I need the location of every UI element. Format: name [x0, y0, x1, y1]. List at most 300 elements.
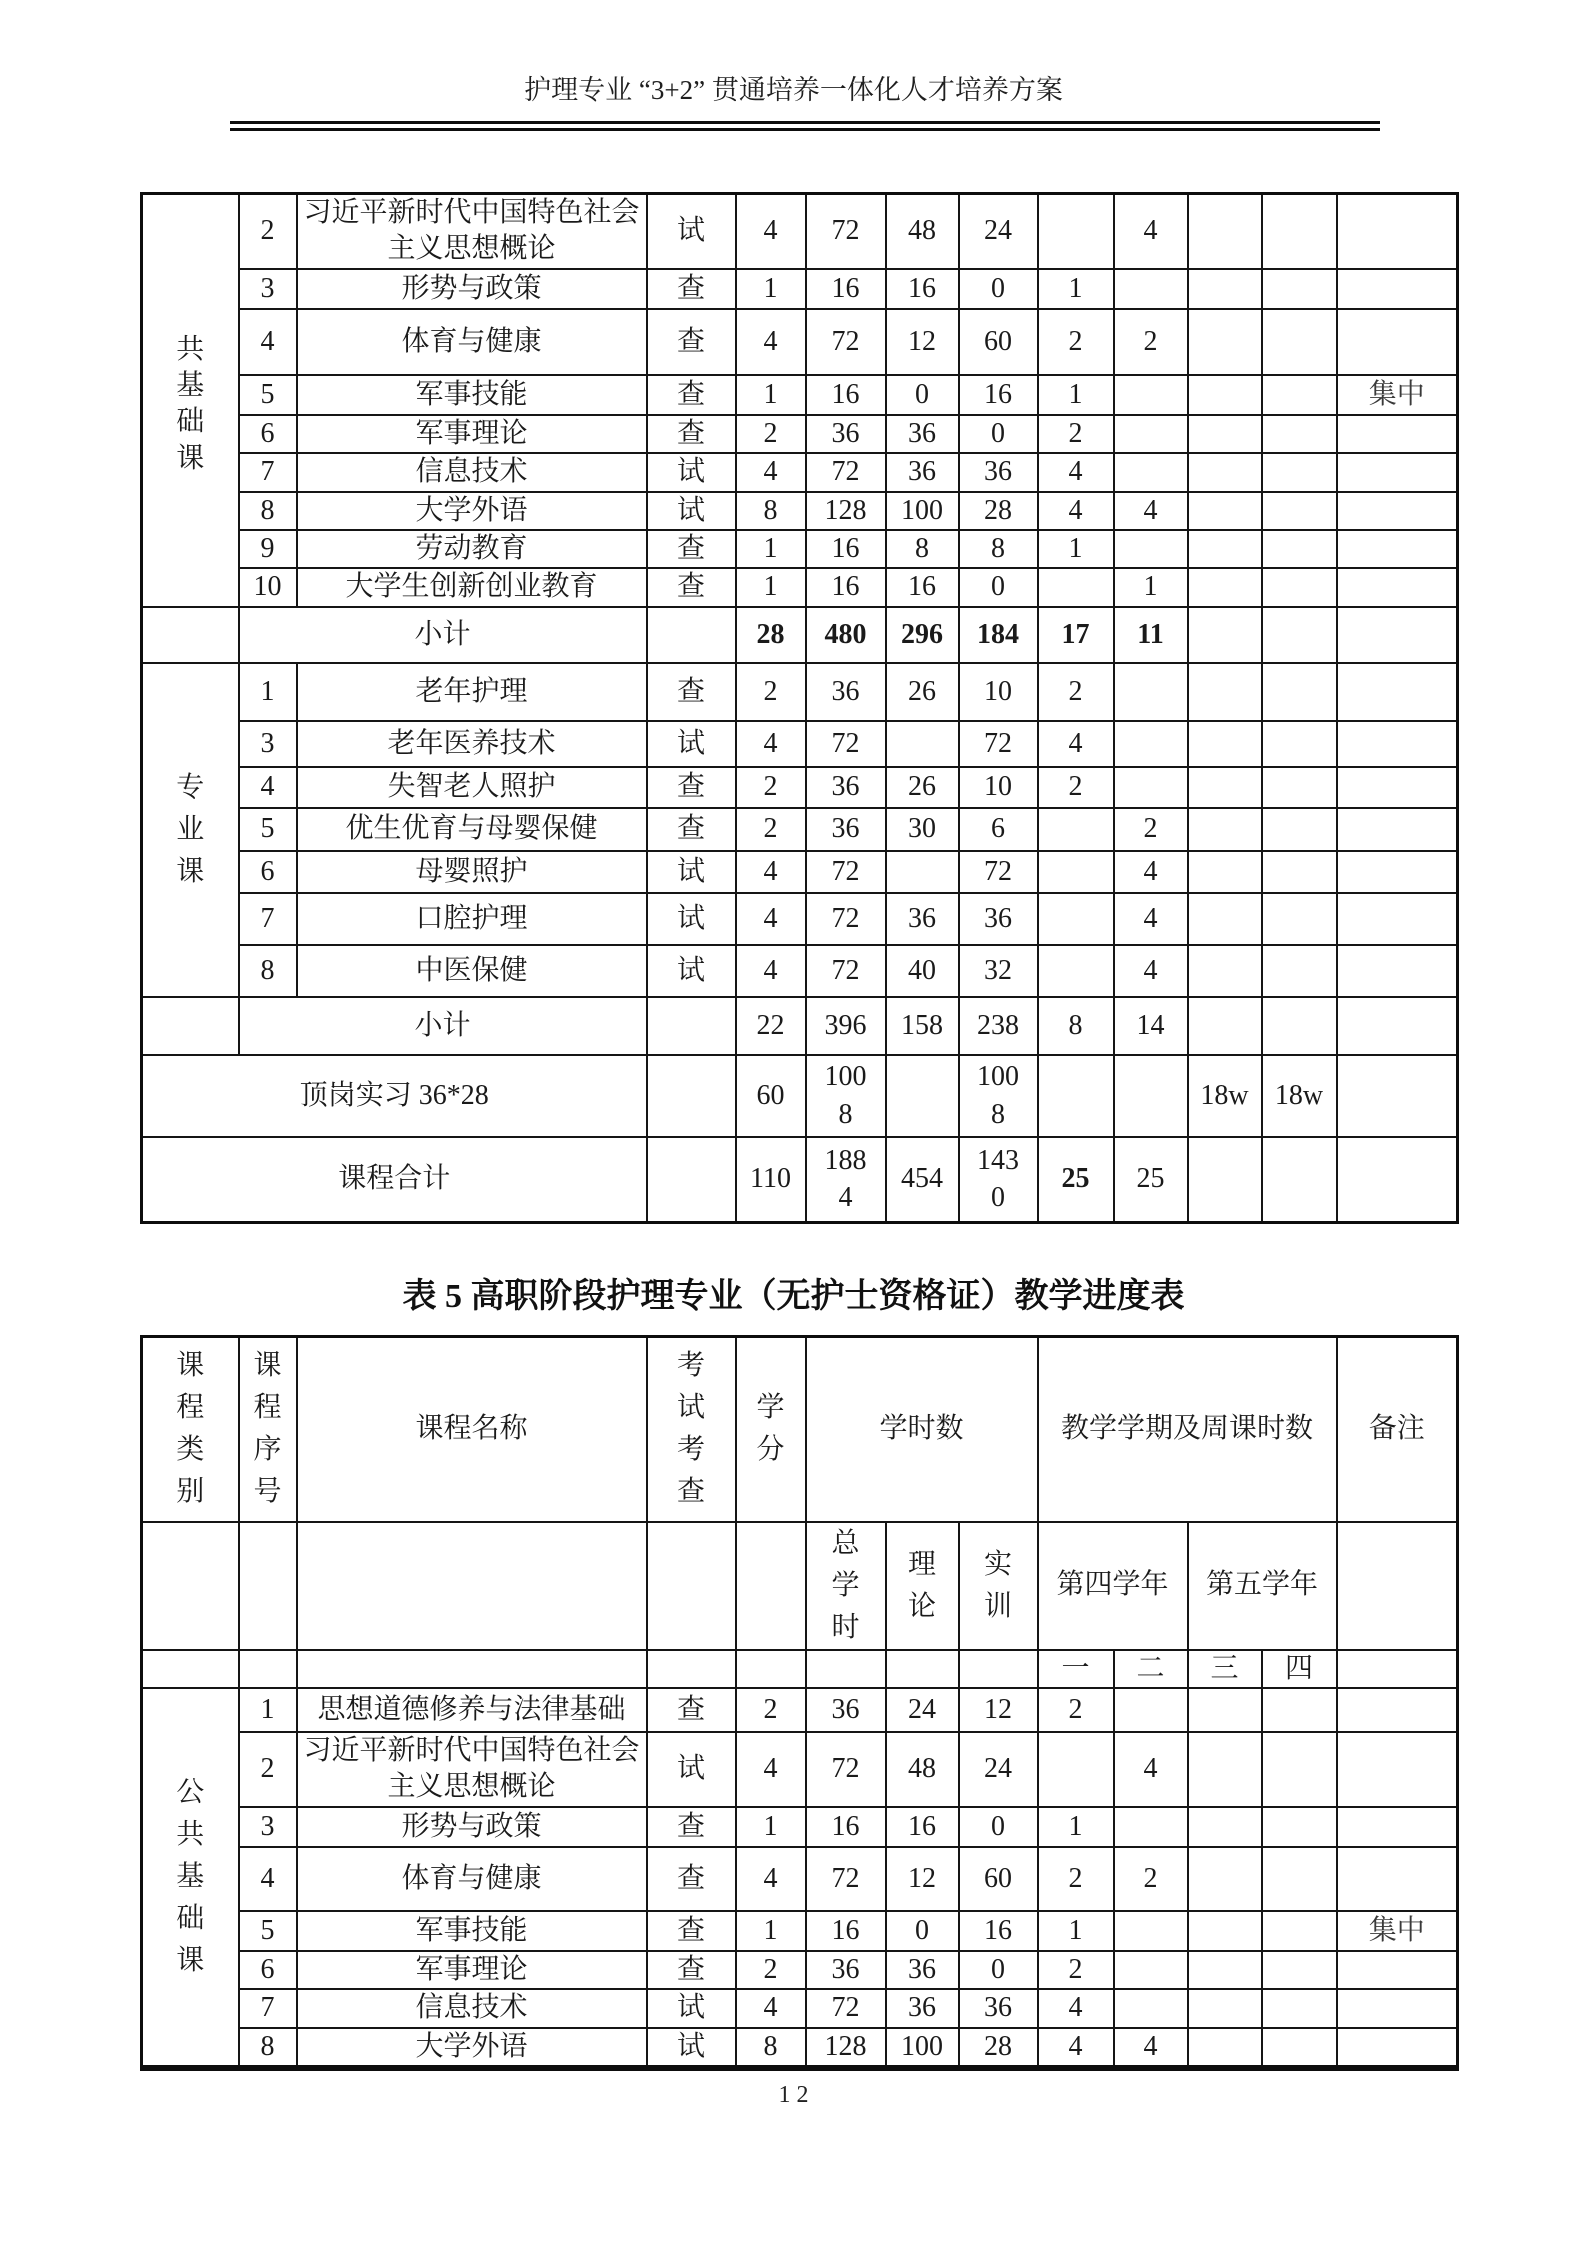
table-cell: 1: [1038, 530, 1114, 568]
table-cell: [1114, 1989, 1188, 2027]
table-cell: [1262, 375, 1337, 415]
course-name: 信息技术: [297, 453, 647, 491]
table-cell: 试: [647, 945, 736, 997]
table-cell: [1188, 1989, 1262, 2027]
table-cell: [647, 607, 736, 663]
table-row: [142, 375, 1458, 415]
table-cell: [297, 1650, 647, 1688]
table-cell: 30: [886, 808, 959, 851]
table-cell: 28: [736, 607, 806, 663]
table-cell: 72: [806, 1847, 886, 1911]
table-cell: [1038, 893, 1114, 945]
table-cell: [1188, 808, 1262, 851]
col-header-class-hours: 学时数: [806, 1337, 1038, 1522]
table-cell: [1188, 194, 1262, 269]
table-row: [142, 2028, 1458, 2068]
table-cell: [1337, 1055, 1458, 1137]
table-row: [142, 1951, 1458, 1989]
table-cell: [1337, 1688, 1458, 1732]
table-cell: 查: [647, 1951, 736, 1989]
table-cell: 16: [806, 1911, 886, 1951]
senior-stage-schedule-table: [140, 1335, 1459, 2071]
table-cell: 8: [1038, 997, 1114, 1055]
table-cell: [1114, 453, 1188, 491]
table-cell: [647, 997, 736, 1055]
table-cell: [1114, 1688, 1188, 1732]
table-cell: [1188, 607, 1262, 663]
col-header-year-four: 第四学年: [1038, 1522, 1188, 1650]
page-header-title: 护理专业 “3+2” 贯通培养一体化人才培养方案: [524, 75, 1063, 105]
table-cell: 2: [239, 194, 297, 269]
table-cell: 查: [647, 1688, 736, 1732]
table-cell: 128: [806, 492, 886, 530]
table-cell: [1262, 945, 1337, 997]
table-cell: 1: [1038, 1807, 1114, 1847]
page-number: 1 2: [778, 2082, 809, 2108]
table-cell: 1: [239, 663, 297, 721]
table-cell: 36: [806, 1951, 886, 1989]
table-cell: [1188, 415, 1262, 453]
table-row: [142, 893, 1458, 945]
category-label-public-basic: 公共基础课: [142, 1688, 239, 2068]
header-double-rule: [230, 121, 1380, 131]
table-cell: [1337, 269, 1458, 309]
table-cell: 5: [239, 1911, 297, 1951]
table-cell: 0: [959, 415, 1038, 453]
table-cell: [142, 607, 239, 663]
table-cell: [239, 1522, 297, 1650]
table-cell: 查: [647, 663, 736, 721]
table-cell: 试: [647, 721, 736, 767]
table-cell: [1188, 568, 1262, 606]
table-cell: 128: [806, 2028, 886, 2068]
table-row: [142, 1055, 1458, 1137]
table-cell: 4: [1114, 194, 1188, 269]
table-cell: [1337, 767, 1458, 808]
table-cell: 36: [886, 1989, 959, 2027]
table-cell: [806, 1650, 886, 1688]
table-cell: 4: [239, 1847, 297, 1911]
table-row: [142, 851, 1458, 893]
table-row: [142, 453, 1458, 491]
table-cell: [1188, 1951, 1262, 1989]
table-cell: 36: [886, 415, 959, 453]
table-cell: 36: [959, 453, 1038, 491]
table-cell: [1188, 663, 1262, 721]
table-row: [142, 1807, 1458, 1847]
table-cell: 72: [959, 721, 1038, 767]
table-cell: [886, 1055, 959, 1137]
course-name: 优生优育与母婴保健: [297, 808, 647, 851]
table-cell: 60: [736, 1055, 806, 1137]
table-cell: 100: [886, 2028, 959, 2068]
table-cell: [1337, 415, 1458, 453]
table-row: [142, 492, 1458, 530]
table-cell: 1: [736, 375, 806, 415]
table-cell: 16: [806, 375, 886, 415]
col-header-remarks: 备注: [1337, 1337, 1458, 1522]
table-cell: [1114, 663, 1188, 721]
table-cell: [1337, 893, 1458, 945]
course-name: 习近平新时代中国特色社会主义思想概论: [297, 1732, 647, 1807]
table-cell: 396: [806, 997, 886, 1055]
table-cell: 2: [1038, 767, 1114, 808]
course-name: 军事技能: [297, 1911, 647, 1951]
table-cell: 4: [736, 721, 806, 767]
table-cell: 296: [886, 607, 959, 663]
table-cell: 2: [1038, 1847, 1114, 1911]
course-name: 老年医养技术: [297, 721, 647, 767]
table-cell: 试: [647, 851, 736, 893]
course-name: 信息技术: [297, 1989, 647, 2027]
course-name: 母婴照护: [297, 851, 647, 893]
table-cell: 158: [886, 997, 959, 1055]
table-cell: 36: [959, 893, 1038, 945]
table-cell: 16: [959, 375, 1038, 415]
table-cell: 16: [886, 568, 959, 606]
table-cell: 14: [1114, 997, 1188, 1055]
col-header-sem-3: 三: [1188, 1650, 1262, 1688]
table-row: [142, 415, 1458, 453]
col-header-year-five: 第五学年: [1188, 1522, 1337, 1650]
table-cell: 1: [1038, 1911, 1114, 1951]
table-cell: [1262, 893, 1337, 945]
table-cell: 4: [736, 893, 806, 945]
table-cell: [1114, 375, 1188, 415]
remark: 集中: [1337, 375, 1458, 415]
table-cell: 试: [647, 194, 736, 269]
table-cell: 0: [886, 1911, 959, 1951]
table-cell: 18w: [1262, 1055, 1337, 1137]
table-cell: 16: [806, 568, 886, 606]
table-cell: 72: [959, 851, 1038, 893]
table-cell: 4: [1038, 1989, 1114, 2027]
table-cell: 查: [647, 415, 736, 453]
table-cell: [1337, 453, 1458, 491]
table-row: [142, 607, 1458, 663]
table-cell: [1114, 767, 1188, 808]
table-cell: 36: [806, 808, 886, 851]
table-cell: [1038, 568, 1114, 606]
table-cell: 25: [1038, 1137, 1114, 1223]
table-cell: [1337, 1807, 1458, 1847]
table-cell: [1337, 2028, 1458, 2068]
table-cell: [1262, 1688, 1337, 1732]
table-cell: 16: [886, 269, 959, 309]
table-cell: 28: [959, 2028, 1038, 2068]
table-cell: [886, 851, 959, 893]
table-cell: [1188, 309, 1262, 375]
table-cell: [886, 721, 959, 767]
table-cell: 试: [647, 453, 736, 491]
table-cell: [1262, 194, 1337, 269]
table-cell: 10: [239, 568, 297, 606]
table-cell: 4: [1114, 492, 1188, 530]
course-name: 形势与政策: [297, 1807, 647, 1847]
col-header-course-number: 课程序号: [239, 1337, 297, 1522]
table-cell: [1114, 1807, 1188, 1847]
table-cell: [1337, 194, 1458, 269]
table-cell: 4: [1038, 2028, 1114, 2068]
table-cell: 2: [1038, 663, 1114, 721]
table-cell: 8: [886, 530, 959, 568]
table-row: [142, 269, 1458, 309]
table-cell: 1: [736, 1807, 806, 1847]
table-cell: 4: [1114, 1732, 1188, 1807]
table-cell: [1188, 893, 1262, 945]
table-cell: 4: [736, 309, 806, 375]
table-cell: [1337, 1847, 1458, 1911]
table-cell: [239, 1650, 297, 1688]
table-cell: 1884: [806, 1137, 886, 1223]
table-cell: [1038, 1732, 1114, 1807]
course-name: 大学外语: [297, 2028, 647, 2068]
col-header-course-category: 课程类别: [142, 1337, 239, 1522]
table-cell: [1188, 945, 1262, 997]
table-cell: 72: [806, 194, 886, 269]
table-cell: [1337, 1137, 1458, 1223]
table-cell: [1337, 808, 1458, 851]
table-cell: [647, 1522, 736, 1650]
table-cell: 2: [736, 663, 806, 721]
table-cell: 60: [959, 309, 1038, 375]
table-cell: [1262, 530, 1337, 568]
table-cell: 2: [1038, 1951, 1114, 1989]
table-cell: 2: [1038, 1688, 1114, 1732]
course-name: 老年护理: [297, 663, 647, 721]
table-cell: 12: [959, 1688, 1038, 1732]
table-cell: 4: [736, 194, 806, 269]
table-row: [142, 1650, 1458, 1688]
table-cell: [1262, 663, 1337, 721]
table-cell: 72: [806, 945, 886, 997]
table-cell: [1337, 945, 1458, 997]
table-cell: 查: [647, 1911, 736, 1951]
table-cell: 16: [806, 530, 886, 568]
col-header-sem-2: 二: [1114, 1650, 1188, 1688]
table-cell: 26: [886, 767, 959, 808]
table-cell: 1: [1114, 568, 1188, 606]
table-cell: 8: [959, 530, 1038, 568]
table-cell: 48: [886, 1732, 959, 1807]
table-cell: 480: [806, 607, 886, 663]
table-row: [142, 721, 1458, 767]
table-cell: 1430: [959, 1137, 1038, 1223]
table-cell: 110: [736, 1137, 806, 1223]
table-cell: [1337, 530, 1458, 568]
col-header-sem-4: 四: [1262, 1650, 1337, 1688]
table-cell: 12: [886, 1847, 959, 1911]
table-cell: [1262, 767, 1337, 808]
table-cell: 7: [239, 1989, 297, 2027]
col-header-exam-type: 考试考查: [647, 1337, 736, 1522]
table-cell: [886, 1650, 959, 1688]
table-cell: 17: [1038, 607, 1114, 663]
table-row: [142, 1137, 1458, 1223]
table-cell: 6: [239, 851, 297, 893]
table-cell: 2: [1038, 415, 1114, 453]
table-cell: [1038, 1055, 1114, 1137]
table-cell: [959, 1650, 1038, 1688]
table-cell: 试: [647, 1732, 736, 1807]
table-cell: 32: [959, 945, 1038, 997]
table-cell: 18w: [1188, 1055, 1262, 1137]
table-cell: 5: [239, 808, 297, 851]
table-row: [142, 767, 1458, 808]
table-cell: 4: [1114, 945, 1188, 997]
table-cell: 3: [239, 269, 297, 309]
table-cell: 2: [736, 1951, 806, 1989]
table-cell: 0: [959, 269, 1038, 309]
table-cell: 2: [736, 415, 806, 453]
table-cell: 7: [239, 893, 297, 945]
table-cell: [1337, 568, 1458, 606]
table-cell: [1337, 721, 1458, 767]
table-cell: [1038, 194, 1114, 269]
table-cell: 4: [1114, 2028, 1188, 2068]
table-cell: 0: [959, 1951, 1038, 1989]
table-cell: 40: [886, 945, 959, 997]
course-name: 习近平新时代中国特色社会主义思想概论: [297, 194, 647, 269]
table-cell: [1188, 1137, 1262, 1223]
col-header-sem-1: 一: [1038, 1650, 1114, 1688]
table-cell: 4: [736, 1989, 806, 2027]
table-row: [142, 1911, 1458, 1951]
table-cell: [1337, 663, 1458, 721]
table-cell: 1008: [959, 1055, 1038, 1137]
table-cell: [1337, 997, 1458, 1055]
table-cell: [1188, 530, 1262, 568]
table-cell: [1188, 721, 1262, 767]
table-cell: [142, 1650, 239, 1688]
table-cell: 试: [647, 492, 736, 530]
table-cell: [1262, 2028, 1337, 2068]
table-cell: [1337, 607, 1458, 663]
table-cell: [1262, 1732, 1337, 1807]
table-cell: [647, 1650, 736, 1688]
course-name: 军事技能: [297, 375, 647, 415]
table-cell: 2: [1114, 309, 1188, 375]
course-name: 劳动教育: [297, 530, 647, 568]
subtotal-label: 小计: [239, 607, 647, 663]
table-cell: 0: [959, 568, 1038, 606]
table-cell: 72: [806, 1732, 886, 1807]
table-cell: 72: [806, 453, 886, 491]
table-cell: 查: [647, 375, 736, 415]
table-cell: 4: [1038, 721, 1114, 767]
continued-course-schedule-table: [140, 192, 1459, 1224]
table-cell: 4: [736, 851, 806, 893]
table-cell: [1114, 721, 1188, 767]
course-name: 中医保健: [297, 945, 647, 997]
table-cell: [1188, 1847, 1262, 1911]
col-header-theory: 理论: [886, 1522, 959, 1650]
table-cell: 36: [806, 1688, 886, 1732]
table-cell: 238: [959, 997, 1038, 1055]
table-cell: 2: [736, 808, 806, 851]
course-name: 体育与健康: [297, 309, 647, 375]
table-cell: [1038, 851, 1114, 893]
table-cell: 36: [886, 1951, 959, 1989]
table-cell: 24: [959, 194, 1038, 269]
table-cell: 2: [1114, 808, 1188, 851]
course-name: 体育与健康: [297, 1847, 647, 1911]
table-row: [142, 997, 1458, 1055]
table-cell: [1262, 1911, 1337, 1951]
table-cell: [1188, 453, 1262, 491]
table-cell: 16: [959, 1911, 1038, 1951]
table-cell: [1114, 1951, 1188, 1989]
table-cell: [1337, 1650, 1458, 1688]
table-cell: 1: [1038, 269, 1114, 309]
table-cell: [1114, 269, 1188, 309]
table-cell: [1262, 1137, 1337, 1223]
table-cell: 4: [239, 309, 297, 375]
table-cell: 36: [806, 415, 886, 453]
table-cell: [1188, 269, 1262, 309]
table-cell: 2: [736, 1688, 806, 1732]
table-cell: [142, 997, 239, 1055]
table-cell: 72: [806, 1989, 886, 2027]
table-cell: [1337, 1522, 1458, 1650]
table-cell: [1188, 1732, 1262, 1807]
table-cell: [1188, 1807, 1262, 1847]
table-row: [142, 663, 1458, 721]
table-cell: 22: [736, 997, 806, 1055]
table-cell: 4: [736, 1847, 806, 1911]
table-cell: [1262, 808, 1337, 851]
table-cell: 试: [647, 1989, 736, 2027]
table-cell: 4: [736, 1732, 806, 1807]
table-cell: 60: [959, 1847, 1038, 1911]
remark: 集中: [1337, 1911, 1458, 1951]
table-cell: [1114, 530, 1188, 568]
table-cell: 1: [736, 1911, 806, 1951]
table-cell: 4: [1038, 453, 1114, 491]
table-cell: [1262, 1807, 1337, 1847]
table-cell: 454: [886, 1137, 959, 1223]
table-cell: 10: [959, 663, 1038, 721]
course-name: 口腔护理: [297, 893, 647, 945]
table-cell: [1188, 1688, 1262, 1732]
table-cell: 4: [1114, 851, 1188, 893]
table-cell: [1262, 415, 1337, 453]
table-row: [142, 1337, 1458, 1522]
table-cell: 48: [886, 194, 959, 269]
table-cell: 2: [1038, 309, 1114, 375]
table-cell: 1: [736, 530, 806, 568]
table-cell: [1262, 309, 1337, 375]
table-cell: 1: [1038, 375, 1114, 415]
table-cell: [1262, 1989, 1337, 2027]
table-cell: 4: [1114, 893, 1188, 945]
category-label-major: 专业课: [142, 663, 239, 997]
table-cell: 72: [806, 309, 886, 375]
table-cell: 试: [647, 2028, 736, 2068]
table-row: [142, 530, 1458, 568]
table5-title: 表 5 高职阶段护理专业（无护士资格证）教学进度表: [402, 1278, 1185, 1315]
col-header-practice: 实训: [959, 1522, 1038, 1650]
table-cell: 查: [647, 767, 736, 808]
table-cell: 查: [647, 309, 736, 375]
table-cell: 11: [1114, 607, 1188, 663]
table-cell: 72: [806, 851, 886, 893]
table-cell: 2: [736, 767, 806, 808]
table-cell: 8: [239, 492, 297, 530]
table-cell: 5: [239, 375, 297, 415]
table-cell: 0: [886, 375, 959, 415]
table-cell: 7: [239, 453, 297, 491]
